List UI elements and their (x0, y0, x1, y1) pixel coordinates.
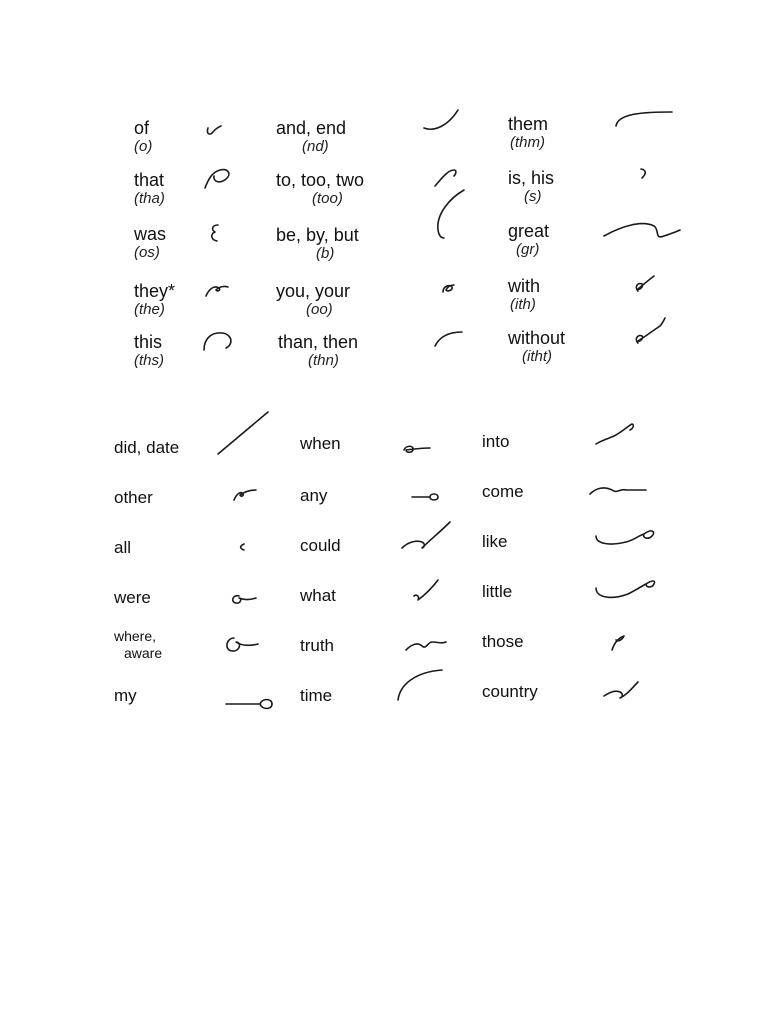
entry-sound: (nd) (302, 138, 329, 155)
entry-my (114, 686, 137, 706)
entry-word: country (482, 682, 538, 701)
entry-word: all (114, 538, 132, 557)
entry-be-by-but (276, 225, 359, 263)
entry-great (508, 221, 549, 259)
entry-word: and, end (276, 118, 347, 138)
entry-what (300, 586, 336, 606)
entry-word: be, by, but (276, 225, 359, 245)
entry-word: you, your (276, 281, 351, 301)
entry-word: were (114, 588, 151, 607)
entry-word: than, then (278, 332, 359, 352)
entry-with (508, 276, 540, 314)
shorthand-you-your-icon (438, 280, 458, 296)
entry-did-date (114, 438, 179, 458)
shorthand-my-icon (222, 694, 276, 714)
entry-word: with (508, 276, 541, 296)
entry-word: come (482, 482, 524, 501)
entry-little (482, 582, 512, 602)
entry-word: little (482, 582, 513, 601)
shorthand-little-icon (592, 574, 660, 606)
shorthand-other-icon (230, 484, 260, 504)
entry-word: they* (134, 281, 176, 301)
shorthand-time-icon (392, 664, 448, 704)
shorthand-come-icon (586, 480, 650, 500)
entry-word: is, his (508, 168, 555, 188)
entry-word: without (508, 328, 566, 348)
entry-this (134, 332, 164, 370)
shorthand-that-icon (200, 166, 236, 192)
entry-come (482, 482, 524, 502)
shorthand-was-icon (206, 222, 224, 246)
shorthand-those-icon (606, 632, 630, 654)
entry-word: when (300, 434, 341, 453)
shorthand-when-icon (400, 440, 434, 456)
entry-sound: (itht) (522, 348, 552, 365)
shorthand-where-aware-icon (222, 634, 262, 656)
entry-word: other (114, 488, 153, 507)
entry-you-your (276, 281, 350, 319)
shorthand-did-date-icon (212, 406, 274, 460)
entry-word: to, too, two (276, 170, 365, 190)
entry-sound: (o) (134, 138, 153, 155)
entry-sound: (tha) (134, 190, 165, 207)
shorthand-like-icon (592, 522, 658, 552)
entry-them (508, 114, 548, 152)
entry-word: into (482, 432, 510, 451)
entry-any (300, 486, 327, 506)
entry-sound: (thn) (308, 352, 339, 369)
shorthand-could-icon (398, 518, 454, 554)
entry-is-his (508, 168, 554, 206)
entry-sound: (os) (134, 244, 160, 261)
shorthand-of-icon (204, 122, 226, 138)
entry-that (134, 170, 165, 208)
entry-sound: (oo) (306, 301, 333, 318)
entry-sound: (s) (524, 188, 542, 205)
entry-was (134, 224, 166, 262)
entry-of (134, 118, 152, 156)
shorthand-this-icon (198, 328, 238, 354)
entry-could (300, 536, 341, 556)
entry-word-line2: aware (124, 645, 163, 661)
entry-truth (300, 636, 334, 656)
entry-word: any (300, 486, 328, 505)
shorthand-truth-icon (402, 634, 450, 656)
entry-all (114, 538, 131, 558)
entry-without (508, 328, 565, 366)
entry-word: them (508, 114, 549, 134)
entry-into (482, 432, 509, 452)
shorthand-country-icon (600, 678, 642, 702)
entry-they (134, 281, 175, 319)
entry-sound: (ith) (510, 296, 536, 313)
entry-sound: (the) (134, 301, 165, 318)
entry-sound: (too) (312, 190, 343, 207)
entry-word: time (300, 686, 333, 705)
entry-and-end (276, 118, 346, 156)
entry-word: what (300, 586, 336, 605)
shorthand-and-end-icon (420, 104, 464, 136)
shorthand-they-icon (202, 280, 232, 300)
entry-word: that (134, 170, 165, 190)
entry-word: was (134, 224, 167, 244)
entry-word: this (134, 332, 163, 352)
entry-when (300, 434, 341, 454)
entry-other (114, 488, 153, 508)
shorthand-into-icon (592, 418, 640, 450)
entry-word: did, date (114, 438, 180, 457)
entry-time (300, 686, 332, 706)
shorthand-be-by-but-icon (428, 186, 470, 244)
entry-to-too-two (276, 170, 364, 208)
shorthand-without-icon (630, 314, 670, 348)
entry-word: where, (114, 628, 157, 644)
entry-word: those (482, 632, 524, 651)
entry-than-then (278, 332, 358, 370)
entry-word: like (482, 532, 508, 551)
entry-word: of (134, 118, 150, 138)
entry-country (482, 682, 538, 702)
entry-word: truth (300, 636, 335, 655)
entry-sound: (b) (316, 245, 335, 262)
entry-those (482, 632, 524, 652)
shorthand-all-icon (236, 540, 248, 554)
entry-sound: (ths) (134, 352, 164, 369)
entry-word: great (508, 221, 550, 241)
entry-were (114, 588, 151, 608)
entry-word: could (300, 536, 341, 555)
entry-word: my (114, 686, 137, 705)
shorthand-than-then-icon (430, 326, 466, 352)
shorthand-them-icon (610, 104, 676, 132)
shorthand-any-icon (408, 490, 442, 504)
entry-where-aware (114, 628, 162, 662)
shorthand-great-icon (598, 212, 684, 248)
shorthand-were-icon (226, 590, 260, 608)
shorthand-what-icon (408, 576, 442, 606)
shorthand-with-icon (630, 272, 658, 296)
entry-like (482, 532, 508, 552)
entry-sound: (thm) (510, 134, 545, 151)
entry-sound: (gr) (516, 241, 540, 258)
shorthand-is-his-icon (636, 164, 652, 184)
